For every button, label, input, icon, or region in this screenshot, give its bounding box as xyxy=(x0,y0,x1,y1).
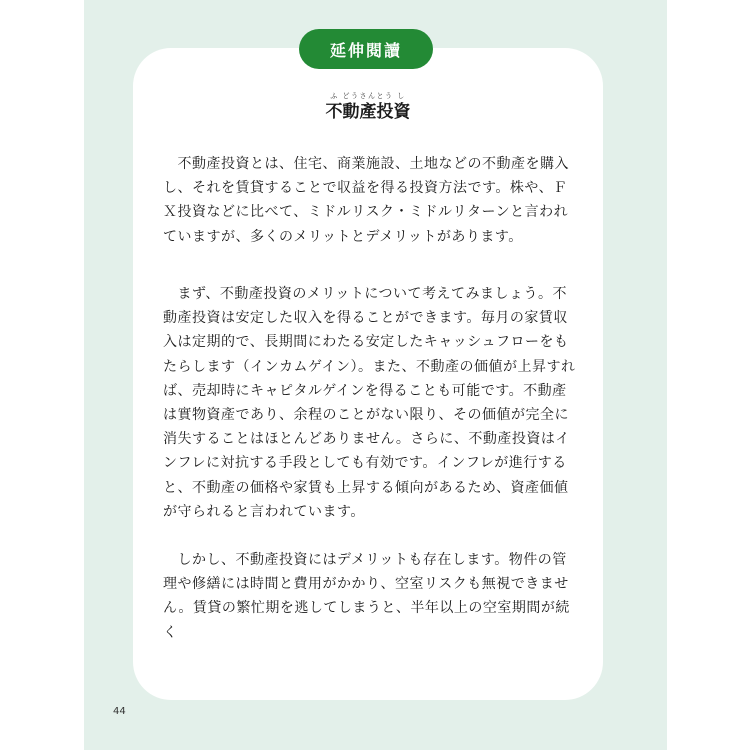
paragraph-2: まず、不動產投資のメリットについて考えてみましょう。不動產投資は安定した収入を得ることができます。毎月の家賃収入は定期的で、長期間にわたる安定したキャッシュフローをもたらします（インカムゲイン）。また、不動產の価値が上昇すれば、売却時にキャピタルゲインを得ることも可能です。不動產は實物資產であり、余程のことがない限り、その価値が完全に消失することはほとんどありません。さらに、不動產投資はインフレに対抗する手段としても有効です。インフレが進行すると、不動產の価格や家賃も上昇する傾向があるため、資產価値が守られると言われています。 xyxy=(163,286,576,520)
page-number: 44 xyxy=(113,706,126,717)
paragraph-1: 不動產投資とは、住宅、商業施設、土地などの不動產を購入し、それを賃貸することで収益を得る投資方法です。株や、ＦＸ投資などに比べて、ミドルリスク・ミドルリターンと言われていますが、多くのメリットとデメリットがあります。 xyxy=(163,156,569,245)
title-ruby: ふ どうさんとう し xyxy=(330,92,406,100)
article-title-block xyxy=(133,92,603,123)
article-title: 不動產投資 xyxy=(325,102,411,122)
section-badge: 延伸閱讀 xyxy=(299,29,433,69)
paragraph-3: しかし、不動產投資にはデメリットも存在します。物件の管理や修繕には時間と費用がかかり、空室リスクも無視できません。賃貸の繁忙期を逃してしまうと、半年以上の空室期間が続く xyxy=(163,552,570,641)
